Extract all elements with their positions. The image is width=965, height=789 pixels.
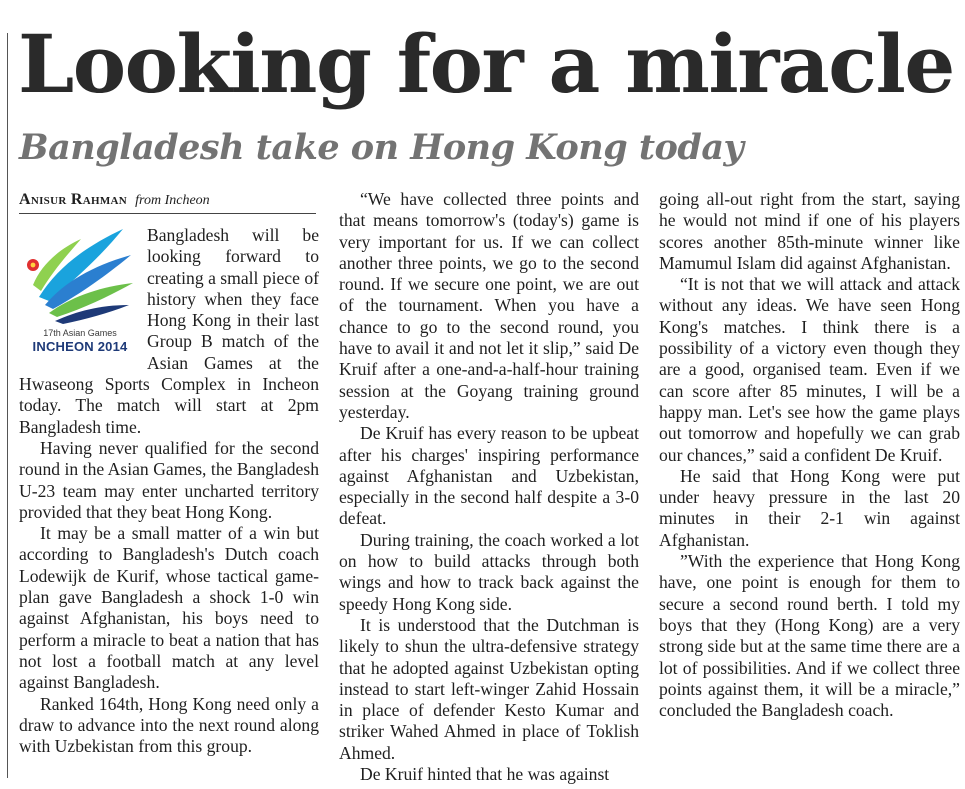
column-3-paragraph: ”With the experience that Hong Kong have, one point is enough for them to secure a second round berth. I told my boys that they (Hong Kong) are a very strong side but at the same time there are a lot of possibilities. And if we collect three points against them, it will be a miracle,” concluded the Bangladesh coach. (659, 551, 960, 721)
article-column-2 (339, 189, 639, 785)
byline-location: from Incheon (135, 193, 210, 208)
column-1-paragraph: Having never qualified for the second round in the Asian Games, the Bangladesh U-23 team may enter uncharted territory provided that they beat Hong Kong. (19, 437, 319, 522)
column-3-paragraph: “It is not that we will attack and attack without any ideas. We have seen Hong Kong's matches. I think there is a possibility of a victory even though they are a good, organised team. Even if we can score after 85 minutes, I will be a happy man. Let's see how the game plays out tomorrow and hopefully we can grab our chances,” said a confident De Kruif. (659, 274, 960, 465)
column-2-paragraph: During training, the coach worked a lot on how to build attacks through both wings and how to track back against the speedy Hong Kong side. (339, 529, 639, 614)
byline-author: Anisur Rahman (19, 191, 128, 208)
column-1-paragraph: It may be a small matter of a win but according to Bangladesh's Dutch coach Lodewijk de Kurif, whose tactical game-plan gave Bangladesh a shock 1-0 win against Afghanistan, his boys need to perform a miracle to beat a nation that has not lost a football match at any level against Bangladesh. (19, 523, 319, 693)
column-1-paragraph: Ranked 164th, Hong Kong need only a draw to advance into the next round along with Uzbekistan from this group. (19, 693, 319, 757)
column-2-paragraph: “We have collected three points and that means tomorrow's (today's) game is very important for us. If we can collect another three points, we go to the second round. If we secure one point, we are out of the tournament. When you have a chance to go to the second round, you have to avail it and not let it slip,” said De Kruif after a one-and-a-half-hour training session at the Goyang training ground yesterday. (339, 189, 639, 422)
byline (19, 189, 316, 214)
headline: Looking for a miracle (18, 17, 954, 111)
column-2-paragraph: De Kruif has every reason to be upbeat after his charges' inspiring performance against Afghanistan and Uzbekistan, especially in the second half despite a 3-0 defeat. (339, 423, 639, 529)
column-2-paragraph: It is understood that the Dutchman is likely to shun the ultra-defensive strategy that he adopted against Uzbekistan opting instead to start left-winger Zahid Hossain in place of defender Kesto Kumar and striker Wahed Ahmed in place of Toklish Ahmed. (339, 614, 639, 763)
article-column-1 (19, 225, 319, 757)
logo-caption: 17th Asian Games (43, 328, 117, 338)
asian-games-emblem-icon (19, 225, 141, 329)
column-1-paragraph: Bangladesh will be looking forward to creating a small piece of history when they face Hong Kong in their last Group B match of the Asian Games at the Hwaseong Sports Complex in Incheon today. The match will start at 2pm Bangladesh time. (19, 225, 319, 437)
article-column-3 (659, 189, 960, 721)
left-column-rule (7, 33, 8, 778)
subheadline: Bangladesh take on Hong Kong today (19, 127, 744, 168)
column-3-paragraph: He said that Hong Kong were put under heavy pressure in the last 20 minutes in their 2-1 win against Afghanistan. (659, 465, 960, 550)
column-3-paragraph: going all-out right from the start, saying he would not mind if one of his players scores another 85th-minute winner like Mamumul Islam did against Afghanistan. (659, 189, 960, 273)
logo-title: INCHEON 2014 (32, 339, 128, 354)
asian-games-logo (19, 225, 141, 355)
column-2-paragraph: De Kruif hinted that he was against (360, 764, 610, 785)
